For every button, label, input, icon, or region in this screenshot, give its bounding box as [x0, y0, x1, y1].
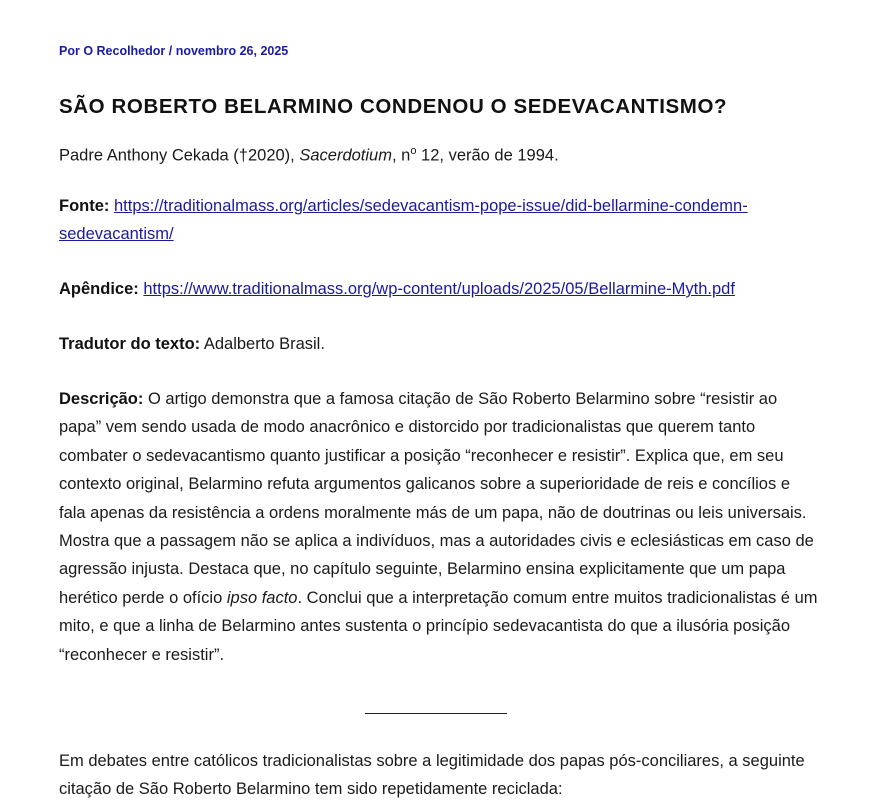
source-label: Fonte:: [59, 197, 110, 215]
description-paragraph: [59, 385, 819, 669]
translator-label: Tradutor do texto:: [59, 335, 201, 353]
description-italic: ipso facto: [226, 588, 298, 607]
date-link[interactable]: novembro 26, 2025: [175, 44, 289, 58]
citation-journal: Sacerdotium: [299, 146, 392, 165]
description-text-2: . Conclui que a interpretação comum entre muitos tradicionalistas é um mito, e que a linha de Belarmino antes sustenta o princípio sedevacantista do que a ilusória posição “reconhecer e resistir”.: [59, 588, 818, 664]
appendix-paragraph: [59, 275, 819, 303]
appendix-label: Apêndice:: [59, 280, 139, 298]
section-divider: [365, 713, 507, 714]
translator-name: Adalberto Brasil.: [203, 335, 325, 353]
description-text-1: O artigo demonstra que a famosa citação de São Roberto Belarmino sobre “resistir ao papa” vem sendo usada de modo anacrônico e distorcido por tradicionalistas que querem tanto combater o sedevacantismo quanto justificar a posição “reconhecer e resistir”. Explica que, em seu contexto original, Belarmino refuta argumentos galicanos sobre a superioridade de reis e concílios e fala apenas da resistência a ordens moralmente más de um papa, não de doutrinas ou leis universais. Mostra que a passagem não se aplica a indivíduos, mas a autoridades civis e eclesiásticas em caso de agressão injusta. Destaca que, no capítulo seguinte, Belarmino ensina explicitamente que um papa herético perde o ofício: [59, 390, 814, 607]
source-link[interactable]: https://traditionalmass.org/articles/sedevacantism-pope-issue/did-bellarmine-condemn-sedevacantism/: [59, 197, 748, 244]
citation-details-sup: o: [410, 145, 417, 157]
citation-author: Padre Anthony Cekada (†2020),: [59, 146, 300, 165]
post-byline: [59, 44, 288, 58]
citation-details-post: 12, verão de 1994.: [416, 146, 559, 165]
post-title: SÃO ROBERTO BELARMINO CONDENOU O SEDEVACANTISMO?: [59, 95, 728, 118]
translator-paragraph: [59, 330, 819, 358]
author-link[interactable]: O Recolhedor: [83, 44, 166, 58]
byline-prefix: Por: [59, 44, 84, 58]
source-paragraph: [59, 192, 819, 249]
intro-paragraph: Em debates entre católicos tradicionalistas sobre a legitimidade dos papas pós-conciliares, a seguinte citação de São Roberto Belarmino tem sido repetidamente reciclada:: [59, 752, 805, 799]
byline-separator: /: [165, 44, 176, 58]
description-label: Descrição:: [59, 390, 144, 408]
appendix-link[interactable]: https://www.traditionalmass.org/wp-content/uploads/2025/05/Bellarmine-Myth.pdf: [143, 280, 735, 298]
citation-paragraph: [59, 137, 819, 170]
citation-details-pre: , n: [391, 146, 411, 165]
